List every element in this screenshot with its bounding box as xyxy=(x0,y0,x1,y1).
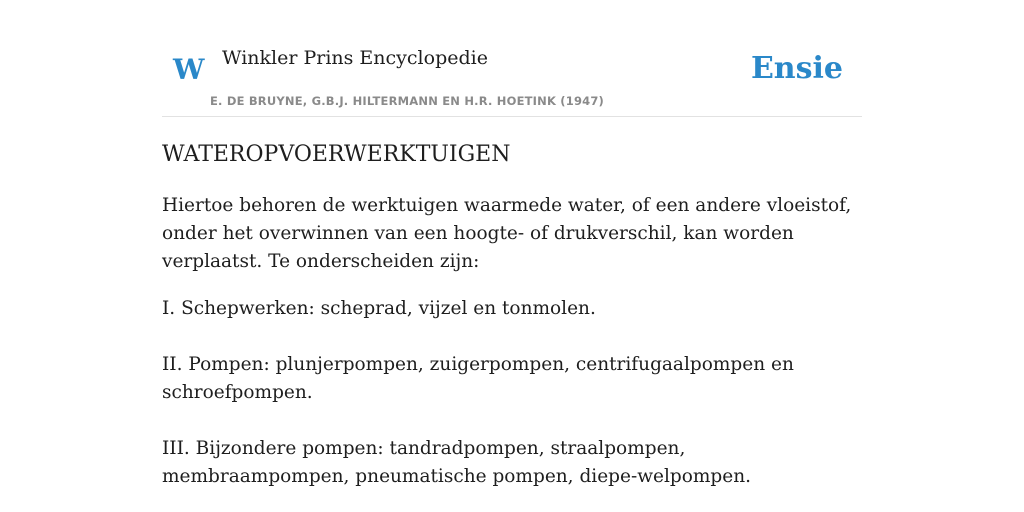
source-authors: E. DE BRUYNE, G.B.J. HILTERMANN EN H.R. HOETINK (1947) xyxy=(210,94,605,108)
page xyxy=(162,0,862,487)
article-paragraph: Hiertoe behoren de werktuigen waarmede water, of een andere vloeistof, onder het overwinnen van een hoogte- of drukverschil, kan worden verplaatst. Te onderscheiden zijn: xyxy=(162,195,852,272)
article-paragraph: III. Bijzondere pompen: tandradpompen, straalpompen, membraampompen, pneumatische pompen, diepe-welpompen. xyxy=(162,438,752,487)
winkler-prins-logo[interactable]: W xyxy=(173,53,205,86)
ensie-logo[interactable]: Ensie xyxy=(750,51,843,86)
source-title[interactable]: Winkler Prins Encyclopedie xyxy=(222,47,488,69)
article-paragraph: II. Pompen: plunjerpompen, zuigerpompen, centrifugaalpompen en schroefpompen. xyxy=(162,354,794,403)
site-header xyxy=(162,0,862,117)
entry-title: WATEROPVOERWERKTUIGEN xyxy=(162,142,511,167)
article-paragraph: I. Schepwerken: scheprad, vijzel en tonmolen. xyxy=(162,298,596,319)
